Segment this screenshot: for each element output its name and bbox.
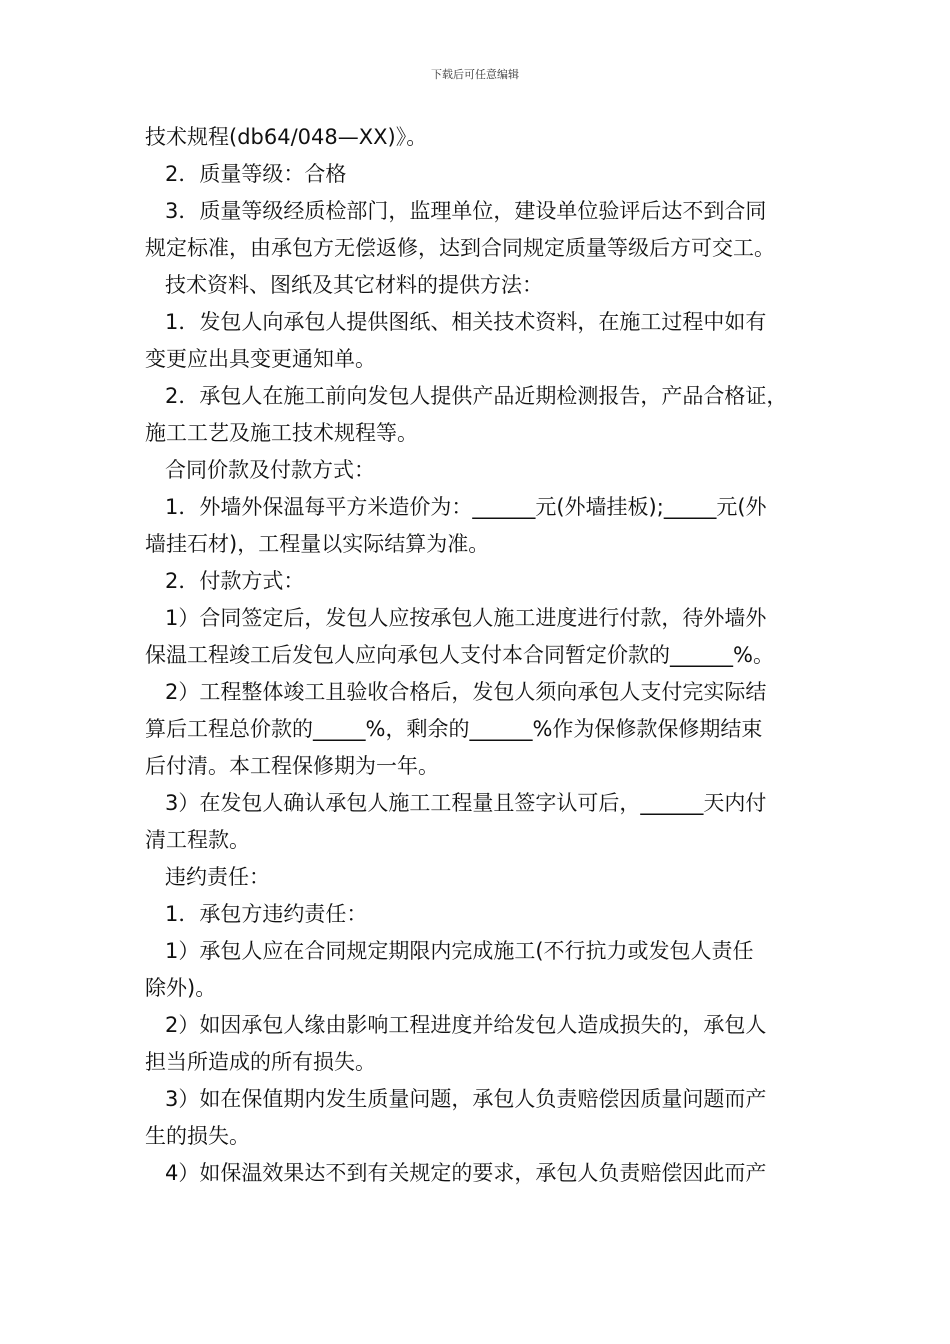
text-line: 3）在发包人确认承包人施工工程量且签字认可后，______天内付	[165, 791, 767, 815]
text-line: 1）承包人应在合同规定期限内完成施工(不行抗力或发包人责任	[165, 939, 754, 963]
text-line: 规定标准，由承包方无偿返修，达到合同规定质量等级后方可交工。	[145, 236, 775, 260]
text-line: 技术资料、图纸及其它材料的提供方法：	[165, 273, 543, 297]
text-line: 墙挂石材)，工程量以实际结算为准。	[145, 532, 490, 556]
text-line: 变更应出具变更通知单。	[145, 347, 376, 371]
text-line: 2）工程整体竣工且验收合格后，发包人须向承包人支付完实际结	[165, 680, 767, 704]
text-line: 1．外墙外保温每平方米造价为：______元(外墙挂板);_____元(外	[165, 495, 767, 519]
text-line: 担当所造成的所有损失。	[145, 1050, 376, 1074]
text-line: 2．质量等级：合格	[165, 162, 347, 186]
text-line: 后付清。本工程保修期为一年。	[145, 754, 439, 778]
text-line: 2．付款方式：	[165, 569, 305, 593]
text-line: 1）合同签定后，发包人应按承包人施工进度进行付款，待外墙外	[165, 606, 767, 630]
text-line: 施工工艺及施工技术规程等。	[145, 421, 418, 445]
text-line: 除外)。	[145, 976, 217, 1000]
text-line: 生的损失。	[145, 1124, 250, 1148]
text-line: 2．承包人在施工前向发包人提供产品近期检测报告，产品合格证，	[165, 384, 788, 408]
text-line: 合同价款及付款方式：	[165, 458, 375, 482]
text-line: 3）如在保值期内发生质量问题，承包人负责赔偿因质量问题而产	[165, 1087, 767, 1111]
document-body	[145, 119, 825, 1192]
text-line: 3．质量等级经质检部门，监理单位，建设单位验评后达不到合同	[165, 199, 767, 223]
text-line: 违约责任：	[165, 865, 270, 889]
text-line: 4）如保温效果达不到有关规定的要求，承包人负责赔偿因此而产	[165, 1161, 767, 1185]
text-line: 算后工程总价款的_____%，剩余的______%作为保修款保修期结束	[145, 717, 763, 741]
text-line: 保温工程竣工后发包人应向承包人支付本合同暂定价款的______%。	[145, 643, 774, 667]
page-header: 下载后可任意编辑	[431, 68, 519, 81]
text-line: 技术规程(db64/048—XX)》。	[145, 125, 428, 149]
text-line: 1．承包方违约责任：	[165, 902, 368, 926]
text-line: 2）如因承包人缘由影响工程进度并给发包人造成损失的，承包人	[165, 1013, 767, 1037]
text-line: 1．发包人向承包人提供图纸、相关技术资料，在施工过程中如有	[165, 310, 767, 334]
text-line: 清工程款。	[145, 828, 250, 852]
